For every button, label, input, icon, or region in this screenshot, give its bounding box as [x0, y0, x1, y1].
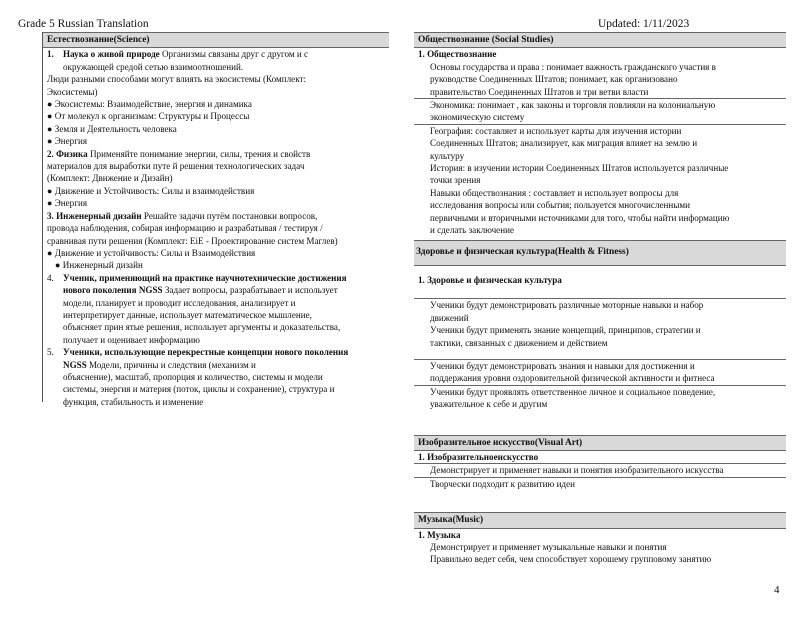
list-item: ● Энергия [47, 136, 87, 147]
social-row-history: История: в изучении истории Соединенных Штатов используется различные точки зрения [430, 163, 729, 186]
science-item-3: 3. Инженерный дизайн Решайте задачи путём постановки вопросов, [47, 210, 318, 221]
health-header: Здоровье и физическая культура(Health & Fitness) [414, 240, 786, 266]
social-row-skills: Навыки обществознания : составляет и использует вопросы для исследования вопросы или события; пользуется многочисленными первичными и вторичными источниками для того, чтобы найти информацию и сделать заключение [430, 187, 730, 236]
list-item: ● Инженерный дизайн [55, 260, 143, 271]
science-item-1: 1. Наука о живой природе Организмы связаны друг с другом и с окружающей средой сетью взаимоотношений. [47, 49, 309, 72]
social-row-geography: География: составляет и использует карты для изучения истории Соединенных Штатов; анализирует, как миграция влияет на землю и культуру [430, 125, 698, 161]
list-item: ● От молекул к организмам: Структуры и Процессы [47, 111, 250, 122]
music-subtitle: 1. Музыка [418, 529, 461, 540]
science-header: Естествознание(Science) [43, 32, 389, 48]
health-row-2: Ученики будут применять знание концепций, принципов, стратегии и тактики, связанных с движением и действием [430, 325, 701, 348]
right-column [414, 32, 786, 566]
social-subtitle: 1. Обществознание [418, 49, 497, 60]
art-row-1: Демонстрирует и применяет навыки и понятия изобразительного искусства [414, 464, 786, 477]
social-row-economics: Экономика: понимает , как законы и торговля повлияли на колониальную экономическую систему [414, 99, 786, 125]
art-row-2: Творчески подходит к развитию идеи [430, 478, 575, 489]
art-header: Изобразительное искусство(Visual Art) [414, 435, 786, 451]
list-item: ● Энергия [47, 198, 87, 209]
science-section: Естествознание(Science) 1. Наука о живой природе Организмы связаны друг с другом и с окружающей средой сетью взаимоотношений. Люди разными способами могут влиять на экосистемы (Комплект: Экосистемы) ● Экосистемы: Взаимодействие, энергия и динамика ● От молекул к организмам: Структуры и Процессы ● Земля и Деятельность человека ● Энергия 2. Физика Применяйте понимание энергии, силы, трения и свойств материалов для выработки путе й решения технологических задач (Комплект: Движение и Дизайн) ● Движение и Устойчивость: Силы и взаимодействия ● Энергия 3. Инженерный дизайн Решайте задачи путём постановки вопросов, провода наблюдения, собирая информацию и разрабатывая / тестируя / сравнивая пути решения (Комплект: EiE - Проектирование систем Маглев) ● Движение и устойчивость: Силы и Взаимодействия ● Инженерный дизайн 4. Ученик, применяющий на практике научнотехнические достижения нового поколения NGSS Задает вопросы, разрабатывает и использует модели, планирует и проводит исследования, анализирует и интерпретирует данные, использует математическое мышление, объясняет прин ятые решения, использует аргументы и доказательства, получает и оценивает информацию 5. Ученики, использующие перекрестные концепции нового поколения NGSS Модели, причины и следствия (механизм и объяснение), масштаб, пропорция и количество, системы и модели системы, энергия и материя (поток, циклы и сохранение), структура и функция, стабильность и изменение [42, 32, 389, 402]
updated-date: Updated: 1/11/2023 [598, 18, 690, 30]
health-subtitle: 1. Здоровье и физическая культура [418, 274, 562, 285]
music-header: Музыка(Music) [414, 512, 786, 528]
health-row-1: Ученики будут демонстрировать различные моторные навыки и набор движений [414, 298, 786, 324]
music-row-2: Правильно ведет себя, чем способствует хорошему групповому занятию [430, 554, 712, 565]
health-row-4: Ученики будут проявлять ответственное личное и социальное поведение, уважительное к себе и другим [430, 386, 716, 410]
art-subtitle: 1. Изобразительноеискусство [414, 451, 786, 464]
social-header: Обществознание (Social Studies) [414, 32, 786, 48]
music-row-1: Демонстрирует и применяет музыкальные навыки и понятия [430, 542, 667, 552]
list-item: ● Земля и Деятельность человека [47, 123, 177, 134]
science-item-4: 4. Ученик, применяющий на практике научнотехнические достижения нового поколения NGSS Задает вопросы, разрабатывает и использует модели, планирует и проводит исследования, анализирует и интерпретирует данные, использует математическое мышление, объясняет прин ятые решения, использует аргументы и доказательства, получает и оценивает информацию [47, 272, 347, 345]
list-item: ● Экосистемы: Взаимодействие, энергия и динамика [47, 99, 252, 110]
social-row-civics: Основы государства и права : понимает важность гражданского участия в руководстве Соединенных Штатов; понимает, как организовано правительство Соединенных Штатов и три ветви власти [414, 61, 786, 99]
page-number: 4 [774, 584, 780, 596]
science-item-2: 2. Физика Применяйте понимание энергии, силы, трения и свойств [47, 148, 311, 159]
health-row-3: Ученики будут демонстрировать знания и навыки для достижения и поддержания уровня оздоровительной физической активности и фитнеса [414, 359, 786, 386]
list-item: ● Движение и устойчивость: Силы и Взаимодействия [47, 247, 256, 258]
science-item-5: 5. Ученики, использующие перекрестные концепции нового поколения NGSS Модели, причины и следствия (механизм и объяснение), масштаб, пропорция и количество, системы и модели системы, энергия и материя (поток, циклы и сохранение), структура и функция, стабильность и изменение [47, 347, 349, 407]
list-item: ● Движение и Устойчивость: Силы и взаимодействия [47, 185, 255, 196]
doc-title: Grade 5 Russian Translation [18, 18, 149, 30]
